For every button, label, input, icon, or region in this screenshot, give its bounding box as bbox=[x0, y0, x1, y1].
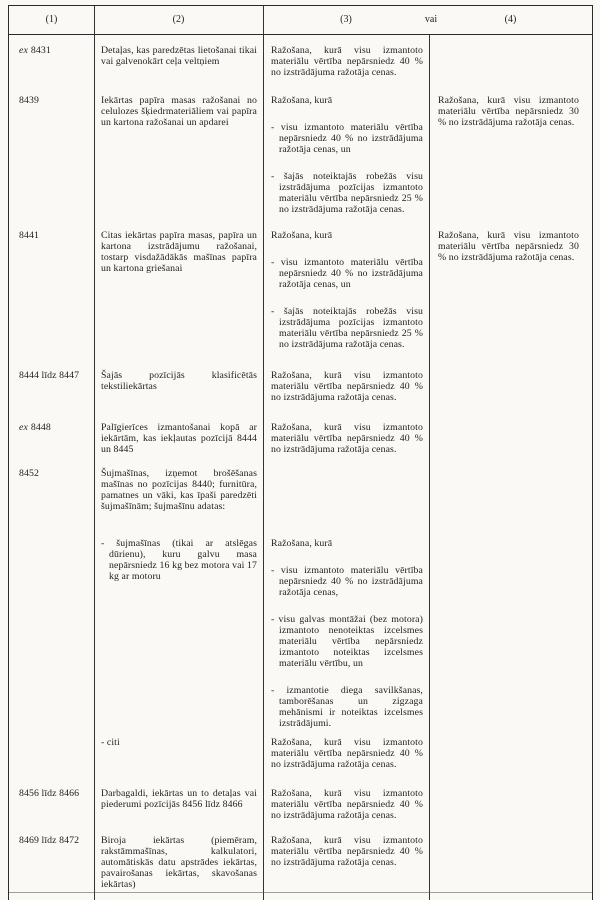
hs-code bbox=[9, 230, 94, 350]
rule-bullet: - visu izmantoto materiālu vērtība nepārsniedz 40 % no izstrādājuma ražotāja cenas, un bbox=[271, 257, 423, 290]
code-number: 8444 līdz 8447 bbox=[19, 370, 80, 381]
rule-cell bbox=[263, 835, 429, 890]
alt-rule-text: Ražošana, kurā visu izmantoto materiālu vērtība nepārsniedz 30 % no izstrādājuma ražotāja cenas. bbox=[438, 95, 579, 128]
origin-rules-table bbox=[8, 5, 593, 900]
description-cell bbox=[94, 45, 263, 78]
hs-code bbox=[9, 538, 94, 729]
hs-code bbox=[9, 422, 94, 455]
description-text: Citas iekārtas papīra masas, papīra un kartona izstrādājumu ražošanai, tostarp visdažādākās mašīnas papīra un kartona griešanai bbox=[101, 230, 257, 274]
rule-text: Ražošana, kurā bbox=[271, 538, 333, 549]
rule-cell bbox=[263, 468, 429, 512]
code-prefix: ex bbox=[19, 45, 28, 56]
rule-bullet: - šajās noteiktajās robežās visu izstrādājuma pozīcijas izmantoto materiālu vērtība nepārsniedz 25 % no izstrādājuma ražotāja cenas. bbox=[271, 306, 423, 350]
description-text: Šujmašīnas, izņemot brošēšanas mašīnas no pozīcijas 8440; furnitūra, pamatnes un vāki, kas īpaši paredzēti šujmašīnām; šujmašīnu adatas: bbox=[101, 468, 257, 512]
hs-code bbox=[9, 45, 94, 78]
rule-cell bbox=[263, 370, 429, 403]
alt-rule-text: Ražošana, kurā visu izmantoto materiālu vērtība nepārsniedz 30 % no izstrādājuma ražotāja cenas. bbox=[438, 230, 579, 263]
hs-code bbox=[9, 737, 94, 770]
hs-code bbox=[9, 370, 94, 403]
alt-rule-cell bbox=[429, 370, 592, 403]
rule-bullet: - izmantotie diega savilkšanas, tamborēšanas un zigzaga mehānismi ir noteiktas izcelsmes izstrādājumi. bbox=[271, 685, 423, 729]
rule-bullet: - visu izmantoto materiālu vērtība nepārsniedz 40 % no izstrādājuma ražotāja cenas, un bbox=[271, 122, 423, 155]
rule-text: Ražošana, kurā visu izmantoto materiālu vērtība nepārsniedz 40 % no izstrādājuma ražotāja cenas. bbox=[271, 835, 423, 868]
description-cell bbox=[94, 422, 263, 455]
table-row bbox=[9, 370, 592, 403]
description-cell bbox=[94, 370, 263, 403]
code-number: 8431 bbox=[30, 45, 51, 56]
alt-rule-cell bbox=[429, 538, 592, 729]
description-text: - citi bbox=[101, 737, 120, 748]
table-row bbox=[9, 45, 592, 78]
code-number: 8439 bbox=[19, 95, 39, 106]
description-text: - šujmašīnas (tikai ar atslēgas dūrienu), kuru galvu masa nepārsniedz 16 kg bez motora vai 17 kg ar motoru bbox=[101, 538, 257, 582]
col-header-1: (1) bbox=[45, 14, 58, 25]
rule-cell bbox=[263, 538, 429, 729]
rule-text: Ražošana, kurā bbox=[271, 95, 333, 106]
description-text: Iekārtas papīra masas ražošanai no celulozes šķiedrmateriāliem vai papīra un kartona ražošanai un apdarei bbox=[101, 95, 257, 128]
alt-rule-cell bbox=[429, 788, 592, 821]
table-row bbox=[9, 788, 592, 821]
rule-cell bbox=[263, 788, 429, 821]
code-number: 8441 bbox=[19, 230, 39, 241]
description-text: Šajās pozīcijās klasificētās tekstiliekārtas bbox=[101, 370, 257, 392]
description-text: Darbagaldi, iekārtas un to detaļas vai piederumi pozīcijās 8456 līdz 8466 bbox=[101, 788, 257, 810]
description-cell bbox=[94, 468, 263, 512]
alt-rule-cell bbox=[429, 95, 592, 215]
col-header-4: (4) bbox=[504, 14, 517, 25]
hs-code bbox=[9, 468, 94, 512]
description-cell bbox=[94, 95, 263, 215]
hs-code bbox=[9, 835, 94, 890]
rule-text: Ražošana, kurā visu izmantoto materiālu vērtība nepārsniedz 40 % no izstrādājuma ražotāja cenas. bbox=[271, 422, 423, 455]
description-cell bbox=[94, 230, 263, 350]
table-row bbox=[9, 230, 592, 350]
description-text: Biroja iekārtas (piemēram, rakstāmmašīnas, kalkulatori, automātiskās datu apstrādes iekārtas, pavairošanas iekārtas, skavošanas iekārtas) bbox=[101, 835, 257, 890]
description-cell bbox=[94, 788, 263, 821]
rule-text: Ražošana, kurā bbox=[271, 230, 333, 241]
code-number: 8452 bbox=[19, 468, 39, 479]
rule-cell bbox=[263, 422, 429, 455]
code-prefix: ex bbox=[19, 422, 28, 433]
table-row bbox=[9, 95, 592, 215]
alt-rule-cell bbox=[429, 737, 592, 770]
header-row bbox=[9, 6, 592, 35]
code-number: 8448 bbox=[30, 422, 51, 433]
code-number: 8469 līdz 8472 bbox=[19, 835, 80, 846]
code-number: 8456 līdz 8466 bbox=[19, 788, 80, 799]
rule-bullet: - visu izmantoto materiālu vērtība nepārsniedz 40 % no izstrādājuma ražotāja cenas, bbox=[271, 565, 423, 598]
col-header-2: (2) bbox=[172, 14, 185, 25]
alt-rule-cell bbox=[429, 45, 592, 78]
col-header-or: vai bbox=[424, 14, 438, 25]
table-row bbox=[9, 468, 592, 512]
rule-bullet: - visu galvas montāžai (bez motora) izmantoto nenoteiktas izcelsmes materiālu vērtība nepārsniedz izmantoto noteiktas izcelsmes materiālu vērtību, un bbox=[271, 614, 423, 669]
description-cell bbox=[94, 835, 263, 890]
alt-rule-cell bbox=[429, 230, 592, 350]
rule-cell bbox=[263, 230, 429, 350]
hs-code bbox=[9, 95, 94, 215]
col-header-3: (3) bbox=[340, 14, 352, 25]
rule-text: Ražošana, kurā visu izmantoto materiālu vērtība nepārsniedz 40 % no izstrādājuma ražotāja cenas. bbox=[271, 737, 423, 770]
alt-rule-cell bbox=[429, 468, 592, 512]
rule-bullet: - šajās noteiktajās robežās visu izstrādājuma pozīcijas izmantoto materiālu vērtība nepārsniedz 25 % no izstrādājuma ražotāja cenas. bbox=[271, 171, 423, 215]
page-cut-line bbox=[9, 892, 592, 893]
alt-rule-cell bbox=[429, 835, 592, 890]
description-text: Palīgierīces izmantošanai kopā ar iekārtām, kas iekļautas pozīcijā 8444 un 8445 bbox=[101, 422, 257, 455]
rule-cell bbox=[263, 737, 429, 770]
table-row bbox=[9, 422, 592, 455]
rule-cell bbox=[263, 45, 429, 78]
table-row bbox=[9, 538, 592, 729]
alt-rule-cell bbox=[429, 422, 592, 455]
description-cell bbox=[94, 538, 263, 729]
hs-code bbox=[9, 788, 94, 821]
table-row bbox=[9, 835, 592, 890]
rule-text: Ražošana, kurā visu izmantoto materiālu vērtība nepārsniedz 40 % no izstrādājuma ražotāja cenas. bbox=[271, 45, 423, 78]
rule-cell bbox=[263, 95, 429, 215]
table-row bbox=[9, 737, 592, 770]
description-cell bbox=[94, 737, 263, 770]
rule-text: Ražošana, kurā visu izmantoto materiālu vērtība nepārsniedz 40 % no izstrādājuma ražotāja cenas. bbox=[271, 788, 423, 821]
rule-text: Ražošana, kurā visu izmantoto materiālu vērtība nepārsniedz 40 % no izstrādājuma ražotāja cenas. bbox=[271, 370, 423, 403]
description-text: Detaļas, kas paredzētas lietošanai tikai vai galvenokārt ceļa veltņiem bbox=[101, 45, 257, 67]
